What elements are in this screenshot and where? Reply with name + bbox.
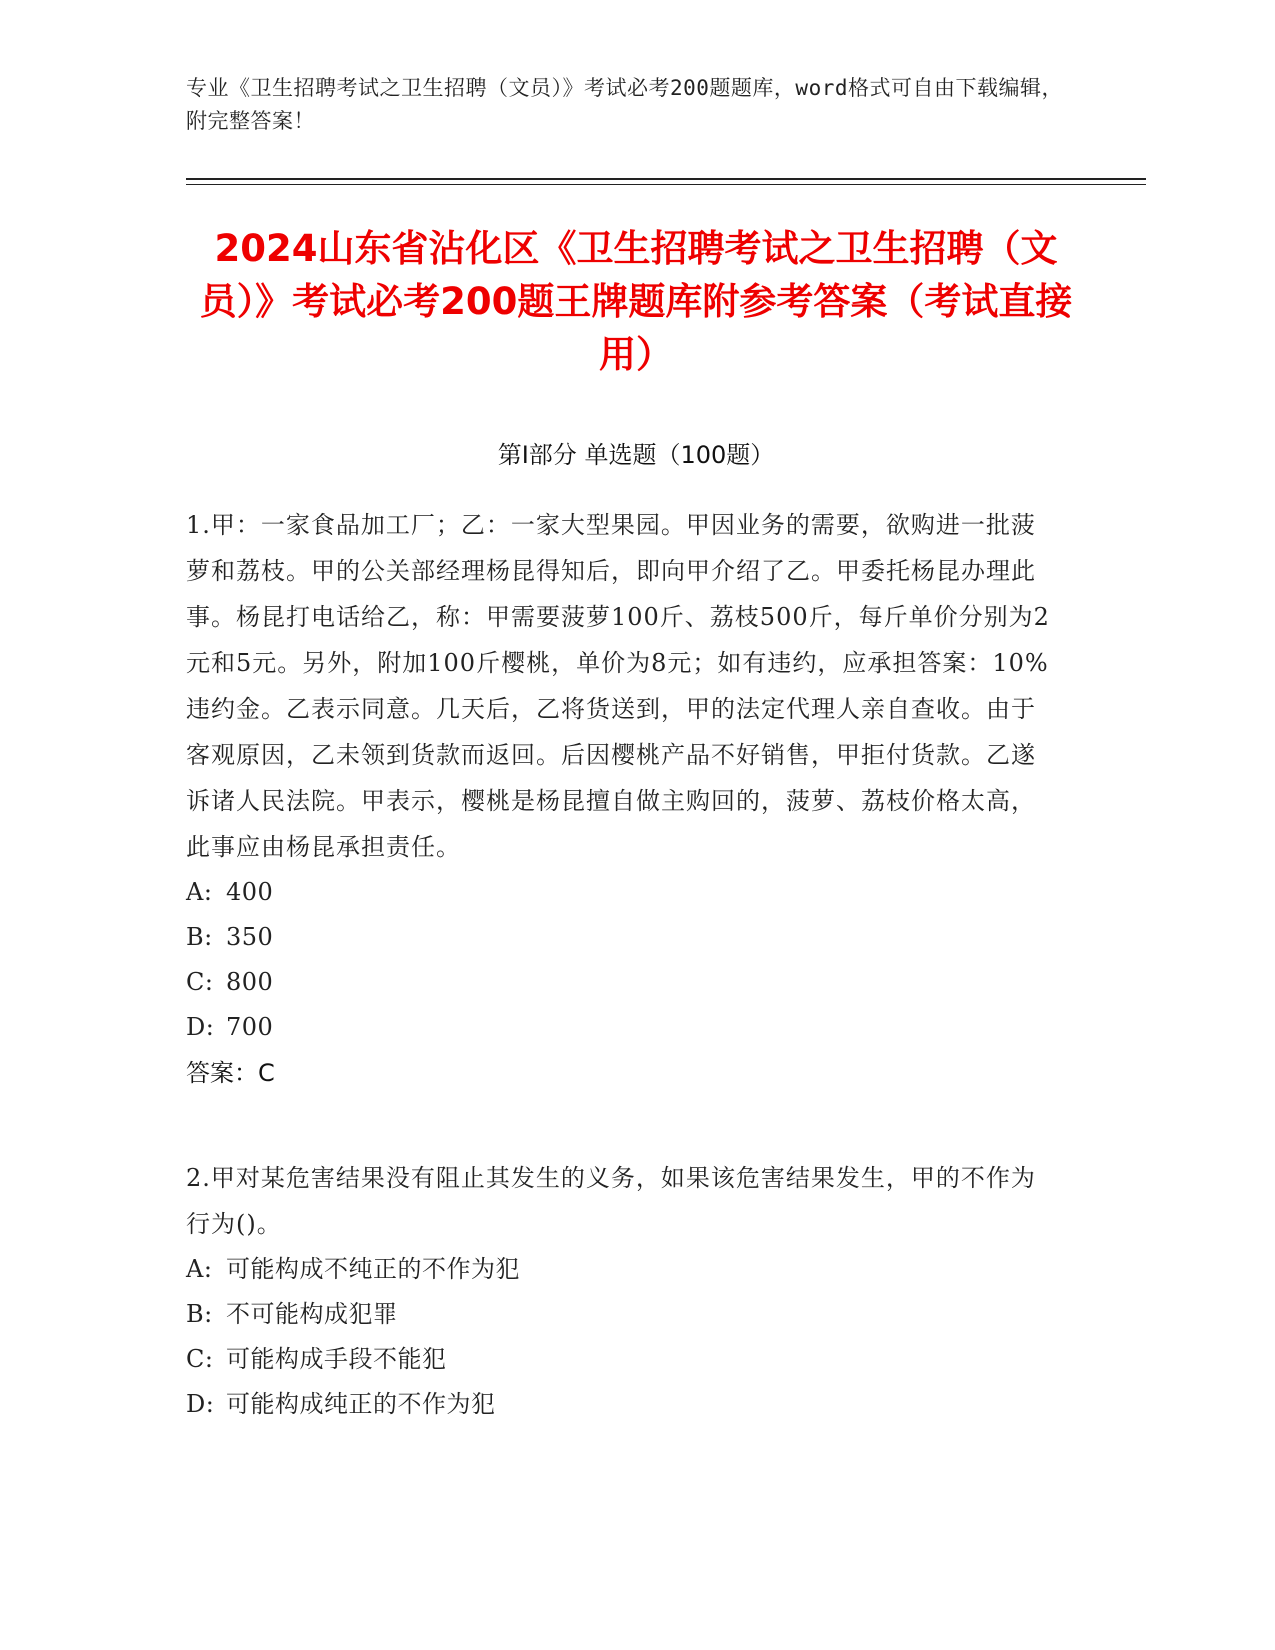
option-text: 700 [226, 1013, 274, 1041]
option-letter: D: [186, 1013, 215, 1041]
section-heading: 第Ⅰ部分 单选题（100题） [497, 441, 775, 469]
option-b [186, 915, 1056, 960]
question-stem: 1.甲：一家食品加工厂；乙：一家大型果园。甲因业务的需要，欲购进一批菠萝和荔枝。甲的公关部经理杨昆得知后，即向甲介绍了乙。甲委托杨昆办理此事。杨昆打电话给乙，称：甲需要菠萝100斤、荔枝500斤，每斤单价分别为2元和5元。另外，附加100斤樱桃，单价为8元；如有违约，应承担答案：10%违约金。乙表示同意。几天后，乙将货送到，甲的法定代理人亲自查收。由于客观原因，乙未领到货款而返回。后因樱桃产品不好销售，甲拒付货款。乙遂诉诸人民法院。甲表示，樱桃是杨昆擅自做主购回的，菠萝、荔枝价格太高，此事应由杨昆承担责任。 [186, 511, 1050, 861]
option-letter: B: [186, 1300, 213, 1328]
option-text: 400 [226, 878, 274, 906]
option-letter: D: [186, 1390, 215, 1418]
option-letter: A: [186, 878, 213, 906]
option-letter: B: [186, 923, 213, 951]
header-rule-thick [186, 178, 1146, 180]
answer-line: 答案：C [186, 1059, 275, 1087]
header-rule-thin [186, 184, 1146, 185]
option-d [186, 1005, 1056, 1050]
option-c [186, 1337, 1056, 1382]
option-text: 可能构成纯正的不作为犯 [226, 1390, 496, 1418]
question-2 [186, 1155, 1056, 1427]
option-text: 不可能构成犯罪 [226, 1300, 398, 1328]
option-letter: A: [186, 1255, 213, 1283]
question-1 [186, 502, 1056, 1096]
option-a [186, 870, 1056, 915]
option-text: 800 [226, 968, 274, 996]
option-b [186, 1292, 1056, 1337]
document-title: 2024山东省沾化区《卫生招聘考试之卫生招聘（文员）》考试必考200题王牌题库附参考答案（考试直接用） [199, 227, 1073, 376]
option-text: 可能构成不纯正的不作为犯 [226, 1255, 520, 1283]
option-d [186, 1382, 1056, 1427]
option-letter: C: [186, 1345, 214, 1373]
option-letter: C: [186, 968, 214, 996]
option-c [186, 960, 1056, 1005]
option-text: 可能构成手段不能犯 [226, 1345, 447, 1373]
header-note: 专业《卫生招聘考试之卫生招聘（文员）》考试必考200题题库，word格式可自由下载编辑，附完整答案！ [186, 76, 1063, 133]
option-a [186, 1247, 1056, 1292]
option-text: 350 [226, 923, 274, 951]
question-stem: 2.甲对某危害结果没有阻止其发生的义务，如果该危害结果发生，甲的不作为行为()。 [186, 1164, 1036, 1238]
